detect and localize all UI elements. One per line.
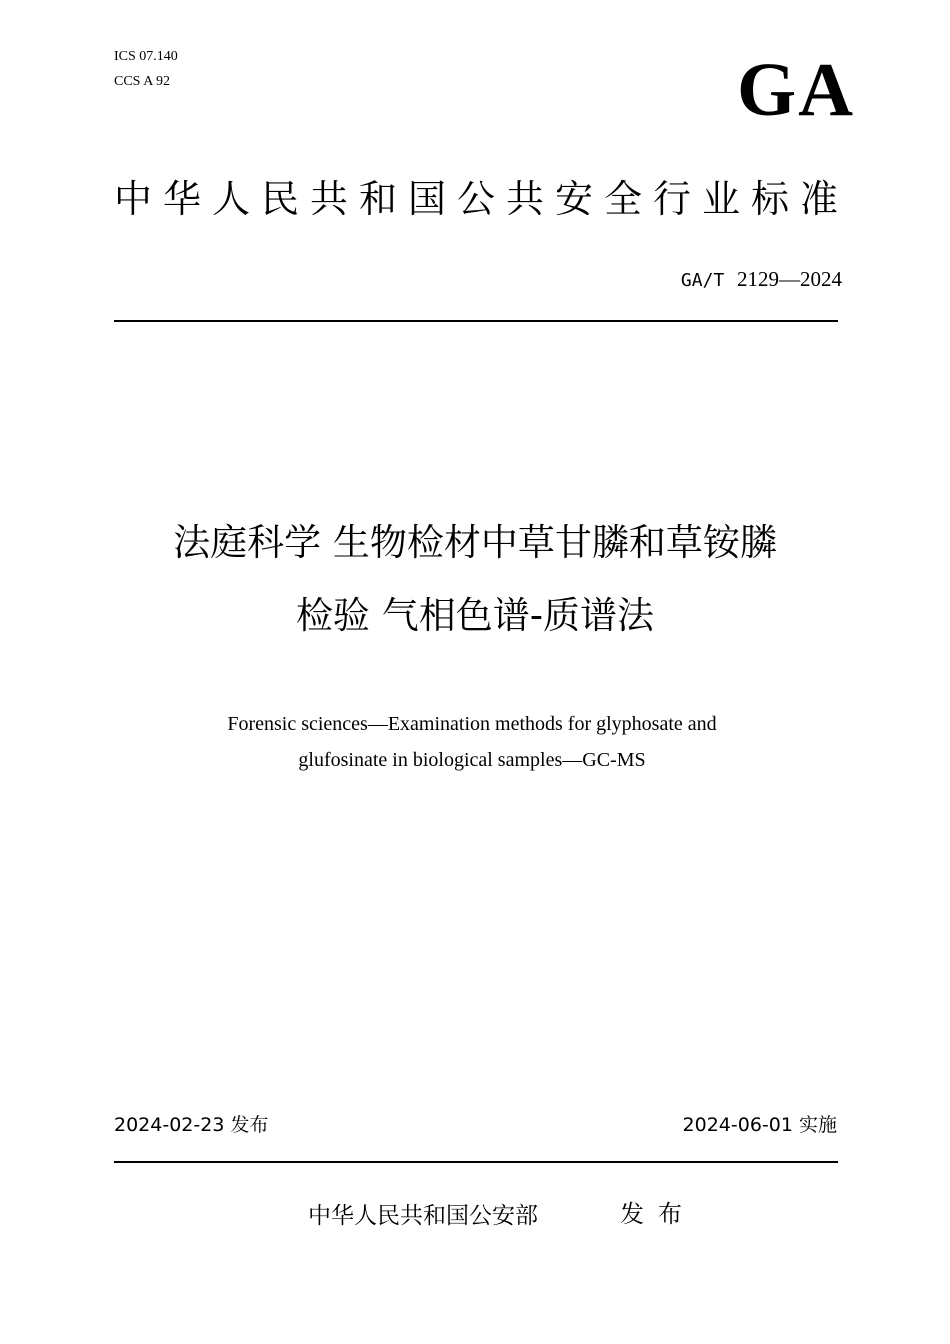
- standard-number-value: 2129—2024: [737, 267, 842, 291]
- bottom-divider: [114, 1161, 838, 1163]
- issuer-action: 发布: [620, 1200, 696, 1228]
- top-divider: [114, 320, 838, 322]
- ccs-code: CCS A 92: [114, 74, 171, 89]
- standard-code: GA/T: [680, 270, 725, 291]
- title-en-line1: Forensic sciences—Examination methods for glyphosate and: [227, 713, 717, 735]
- issue-date: 2024-02-23 发布: [114, 1114, 269, 1136]
- implementation-date: 2024-06-01 实施: [682, 1114, 837, 1136]
- standard-category: 中华人民共和国公共安全行业标准: [114, 177, 838, 221]
- title-cn-line2: 检验 气相色谱-质谱法: [295, 594, 655, 637]
- ga-logo: GA: [737, 48, 855, 132]
- issuer-name: 中华人民共和国公安部: [308, 1203, 538, 1229]
- ics-code: ICS 07.140: [114, 49, 178, 64]
- title-cn-line1: 法庭科学 生物检材中草甘膦和草铵膦: [173, 521, 777, 564]
- title-en-line2: glufosinate in biological samples—GC-MS: [298, 749, 646, 771]
- standard-number: [681, 267, 842, 293]
